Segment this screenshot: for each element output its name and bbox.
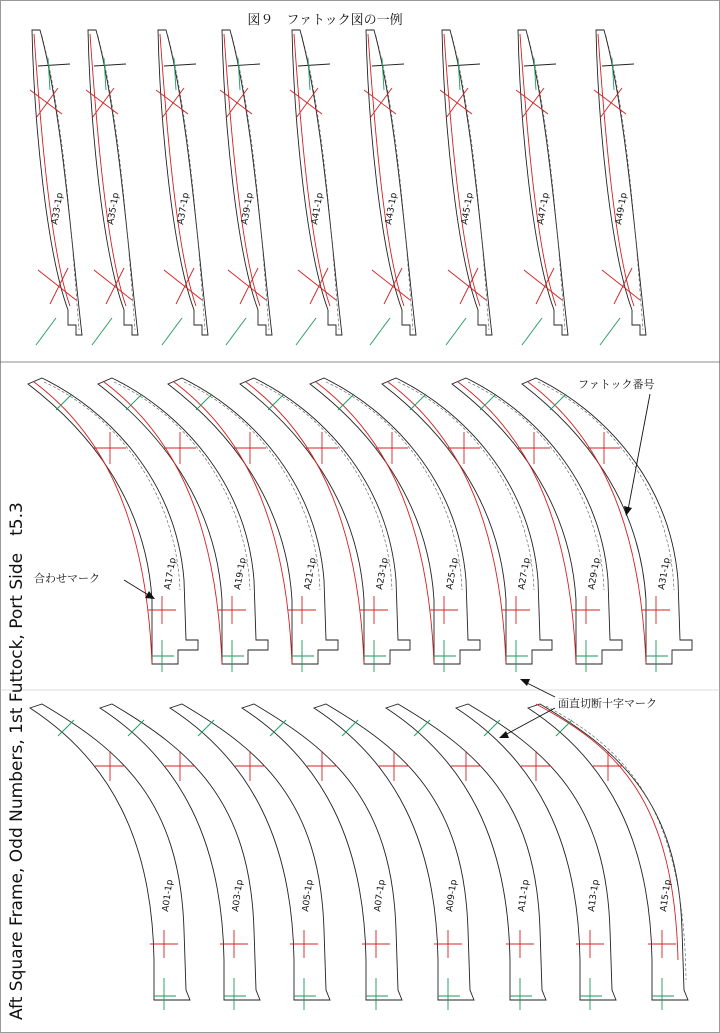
futtock-number-label: A13-1p — [587, 879, 602, 913]
figure-title: 図９ ファトック図の一例 — [247, 13, 403, 28]
futtock-number-label: A15-1p — [659, 879, 674, 913]
futtock-number-label: A29-1p — [587, 556, 603, 591]
futtock-number-label: A37-1p — [176, 191, 192, 226]
side-label: Aft Square Frame, Odd Numbers, 1st Futtock, Port Side t5.3 — [7, 502, 27, 1020]
page-border — [1, 1, 720, 1033]
futtock-number-label: A11-1p — [517, 879, 532, 913]
futtock-number-label: A25-1p — [445, 556, 461, 591]
futtock-number-label: A43-1p — [384, 191, 400, 226]
futtock-number-label: A27-1p — [517, 556, 533, 591]
futtock-number-label: A09-1p — [445, 879, 460, 913]
futtock-number-annotation: ファトック番号 — [578, 378, 655, 391]
alignment-mark-annotation: 合わせマーク — [34, 572, 100, 585]
futtock-number-label: A21-1p — [303, 556, 319, 591]
futtock-number-label: A17-1p — [163, 556, 179, 591]
futtock-number-label: A31-1p — [657, 556, 673, 591]
futtock-number-label: A49-1p — [614, 191, 630, 226]
futtock-number-label: A05-1p — [301, 879, 316, 913]
futtock-number-label: A47-1p — [536, 191, 552, 226]
futtock-number-label: A23-1p — [375, 556, 391, 591]
futtock-number-label: A39-1p — [240, 191, 256, 226]
cross-section-mark-annotation: 面直切断十字マーク — [558, 697, 657, 710]
futtock-number-label: A07-1p — [373, 879, 388, 913]
futtock-number-label: A45-1p — [460, 191, 476, 226]
futtock-number-label: A01-1p — [161, 879, 176, 913]
futtock-number-label: A35-1p — [106, 191, 122, 226]
futtock-number-label: A19-1p — [233, 556, 249, 591]
futtock-number-label: A33-1p — [50, 191, 66, 226]
futtock-number-label: A41-1p — [310, 191, 326, 226]
futtock-number-label: A03-1p — [231, 879, 246, 913]
